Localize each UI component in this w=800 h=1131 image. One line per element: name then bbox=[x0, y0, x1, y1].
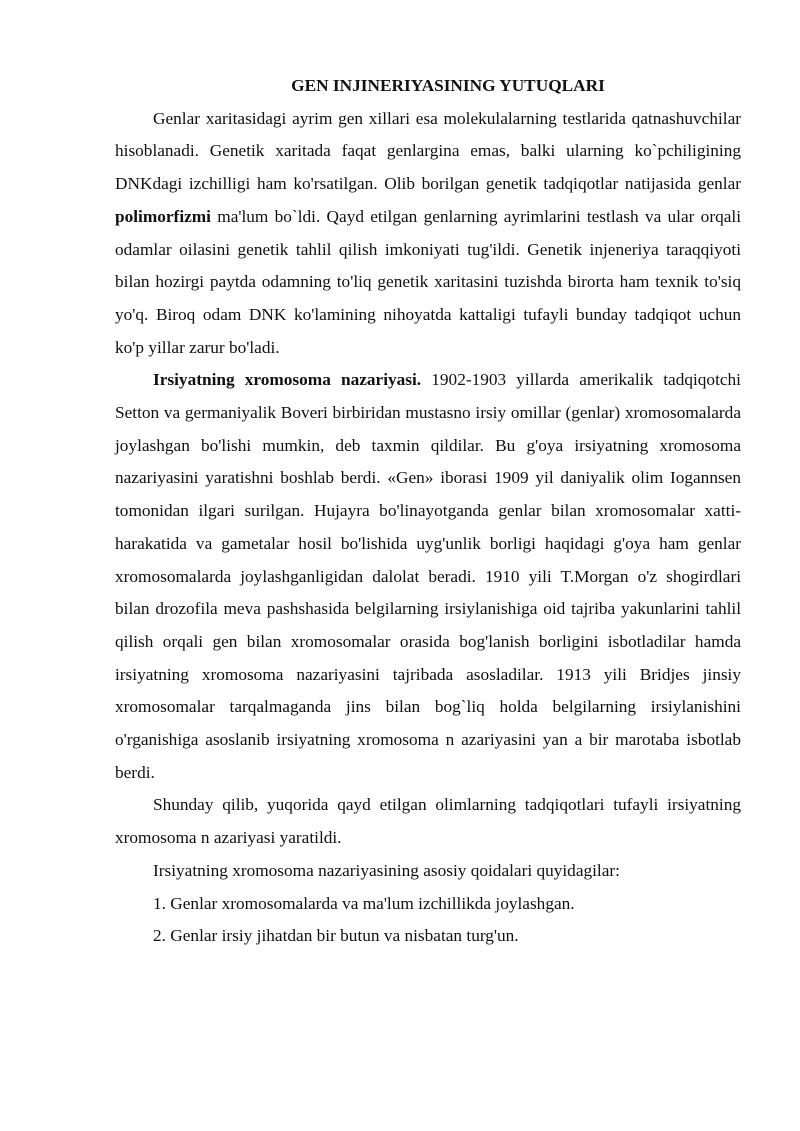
bold-term-polimorfizmi: polimorfizmi bbox=[115, 206, 211, 226]
document-page bbox=[115, 70, 741, 953]
paragraph-text: ma'lum bo`ldi. Qayd etilgan genlarning ayrimlarini testlash va ular orqali odamlar oilasini genetik tahlil qilish imkoniyati tug'ildi. Genetik injeneriya taraqqiyoti bilan hozirgi paytda odamning to'liq genetik xaritasini tuzishda birorta ham texnik to'siq yo'q. Biroq odam DNK ko'lamining nihoyatda kattaligi tufayli bunday tadqiqot uchun ko'p yillar zarur bo'ladi. bbox=[115, 206, 741, 357]
document-title: GEN INJINERIYASINING YUTUQLARI bbox=[291, 76, 605, 95]
paragraph-text: 1902-1903 yillarda amerikalik tadqiqotchi Setton va germaniyalik Boveri birbiridan mustasno irsiy omillar (genlar) xromosomalarda joylashgan bo'lishi mumkin, deb taxmin qildilar. Bu g'oya irsiyatning xromosoma nazariyasini yaratishni boshlab berdi. «Gen» iborasi 1909 yil daniyalik olim Iogannsen tomonidan ilgari surilgan. Hujayra bo'linayotganda genlar bilan xromosomalar xatti-harakatida va gametalar hosil bo'lishida uyg'unlik borligi haqidagi g'oya ham genlar xromosomalarda joylashganligidan dalolat beradi. 1910 yili T.Morgan o'z shogirdlari bilan drozofila meva pashshasida belgilarning irsiylanishiga oid tajriba yakunlarini tahlil qilish orqali gen bilan xromosomalar orasida bog'lanish borligini isbotladilar hamda irsiyatning xromosoma nazariyasini tajribada asosladilar. 1913 yili Bridjes jinsiy xromosomalar tarqalmaganda jins bilan bog`liq holda belgilarning irsiylanishini o'rganishiga asoslanib irsiyatning xromosoma n azariyasini yan a bir marotaba isbotlab berdi. bbox=[115, 370, 741, 782]
paragraph-text: Genlar xaritasidagi ayrim gen xillari esa molekulalarning testlarida qatnashuvchilar hisoblanadi. Genetik xaritada faqat genlargina emas, balki ularning ko`pchiligining DNKdagi izchilligi ham ko'rsatilgan. Olib borilgan genetik tadqiqotlar natijasida genlar bbox=[115, 108, 741, 194]
list-item-rule-2: 2. Genlar irsiy jihatdan bir butun va nisbatan turg'un. bbox=[153, 926, 519, 946]
section-heading-chromosome-theory: Irsiyatning xromosoma nazariyasi. bbox=[153, 370, 422, 390]
paragraph-chromosome-theory bbox=[115, 364, 741, 789]
paragraph-rules-intro: Irsiyatning xromosoma nazariyasining asosiy qoidalari quyidagilar: bbox=[153, 860, 620, 880]
paragraph-conclusion: Shunday qilib, yuqorida qayd etilgan olimlarning tadqiqotlari tufayli irsiyatning xromosoma n azariyasi yaratildi. bbox=[115, 795, 741, 848]
paragraph-gene-maps bbox=[115, 103, 741, 365]
list-item-rule-1: 1. Genlar xromosomalarda va ma'lum izchillikda joylashgan. bbox=[153, 893, 575, 913]
